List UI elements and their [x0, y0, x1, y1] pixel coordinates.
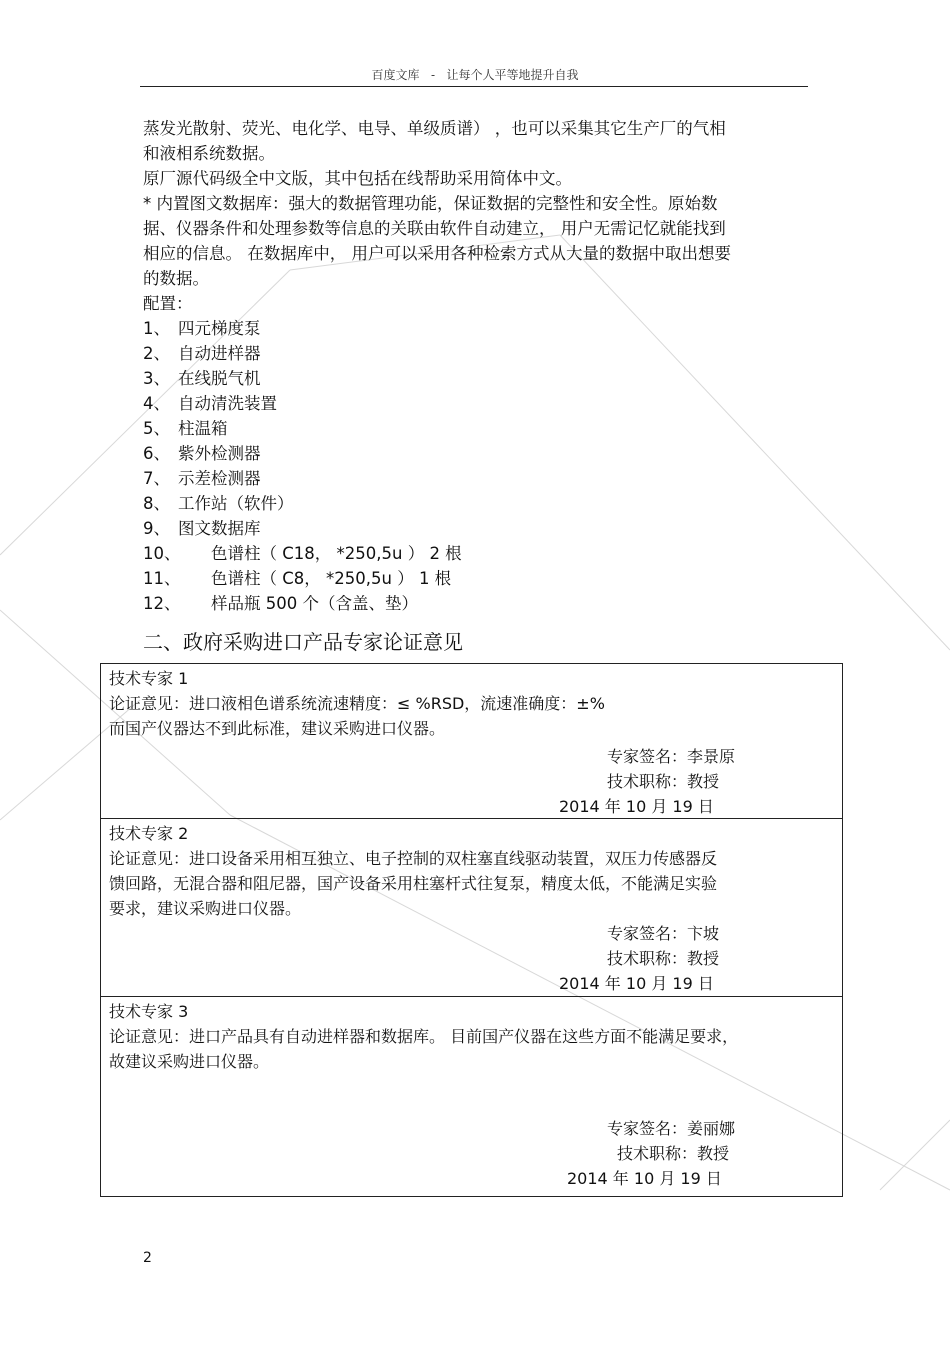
body-line: 相应的信息。 在数据库中， 用户可以采用各种检索方式从大量的数据中取出想要	[143, 244, 731, 263]
list-item	[143, 466, 823, 491]
body-line: 的数据。	[143, 269, 209, 288]
list-number: 2、	[143, 344, 170, 363]
section-title: 二、政府采购进口产品专家论证意见	[143, 630, 463, 654]
expert-job-title: 技术职称：教授	[607, 949, 720, 968]
list-number: 11、	[143, 569, 181, 588]
expert-job-title: 技术职称：教授	[617, 1144, 730, 1163]
list-text: 在线脱气机	[178, 369, 261, 388]
opinion-line: 要求，建议采购进口仪器。	[109, 899, 302, 918]
opinion-line: 故建议采购进口仪器。	[109, 1052, 270, 1071]
opinion-line: 论证意见：进口液相色谱系统流速精度：≤ %RSD，流速准确度：±%	[109, 694, 605, 713]
list-item	[143, 566, 823, 591]
list-text: 四元梯度泵	[178, 319, 261, 338]
list-item	[143, 516, 823, 541]
expert-date: 2014 年 10 月 19 日	[559, 797, 714, 816]
opinion-line: 论证意见：进口设备采用相互独立、电子控制的双柱塞直线驱动装置，双压力传感器反	[109, 849, 718, 868]
list-item	[143, 441, 823, 466]
list-item	[143, 391, 823, 416]
expert-cell	[101, 821, 842, 997]
list-item	[143, 591, 823, 616]
list-item	[143, 341, 823, 366]
expert-title: 技术专家 2	[109, 824, 189, 843]
list-text: 色谱柱（ C18， *250,5u ） 2 根	[211, 544, 462, 563]
expert-signature: 专家签名：李景原	[607, 747, 736, 766]
list-number: 3、	[143, 369, 170, 388]
page-header	[140, 66, 810, 83]
document-body	[143, 116, 823, 616]
list-number: 4、	[143, 394, 170, 413]
header-divider	[140, 86, 808, 87]
config-heading: 配置：	[143, 294, 193, 313]
opinion-line: 馈回路，无混合器和阻尼器，国产设备采用柱塞杆式往复泵，精度太低，不能满足实验	[109, 874, 718, 893]
list-item	[143, 366, 823, 391]
list-number: 6、	[143, 444, 170, 463]
list-number: 9、	[143, 519, 170, 538]
expert-title: 技术专家 1	[109, 669, 189, 688]
expert-job-title: 技术职称：教授	[607, 772, 720, 791]
list-text: 自动进样器	[178, 344, 261, 363]
list-text: 工作站（软件）	[178, 494, 294, 513]
list-text: 自动清洗装置	[178, 394, 277, 413]
list-number: 1、	[143, 319, 170, 338]
list-item	[143, 416, 823, 441]
opinion-line: 而国产仪器达不到此标准，建议采购进口仪器。	[109, 719, 446, 738]
expert-title: 技术专家 3	[109, 1002, 189, 1021]
list-item	[143, 316, 823, 341]
body-line: 蒸发光散射、荧光、电化学、电导、单级质谱） ，也可以采集其它生产厂的气相	[143, 119, 726, 138]
expert-date: 2014 年 10 月 19 日	[567, 1169, 722, 1188]
list-item	[143, 491, 823, 516]
list-item	[143, 541, 823, 566]
list-text: 柱温箱	[178, 419, 228, 438]
expert-cell	[101, 666, 842, 819]
page-number: 2	[143, 1250, 152, 1266]
expert-opinion-table	[100, 663, 843, 1197]
body-line: 原厂源代码级全中文版，其中包括在线帮助采用简体中文。	[143, 169, 572, 188]
list-text: 样品瓶 500 个（含盖、垫）	[211, 594, 418, 613]
list-text: 紫外检测器	[178, 444, 261, 463]
opinion-line: 论证意见：进口产品具有自动进样器和数据库。 目前国产仪器在这些方面不能满足要求，	[109, 1027, 739, 1046]
expert-cell	[101, 999, 842, 1196]
list-number: 10、	[143, 544, 181, 563]
body-line: * 内置图文数据库：强大的数据管理功能，保证数据的完整性和安全性。原始数	[143, 194, 718, 213]
list-number: 12、	[143, 594, 181, 613]
list-text: 图文数据库	[178, 519, 261, 538]
expert-signature: 专家签名：姜丽娜	[607, 1119, 736, 1138]
list-number: 7、	[143, 469, 170, 488]
config-list	[143, 316, 823, 616]
header-separator: -	[423, 68, 443, 82]
list-number: 5、	[143, 419, 170, 438]
expert-date: 2014 年 10 月 19 日	[559, 974, 714, 993]
list-text: 色谱柱（ C8， *250,5u ） 1 根	[211, 569, 452, 588]
header-site-name: 百度文库	[371, 68, 420, 82]
body-line: 和液相系统数据。	[143, 144, 275, 163]
list-number: 8、	[143, 494, 170, 513]
list-text: 示差检测器	[178, 469, 261, 488]
body-line: 据、仪器条件和处理参数等信息的关联由软件自动建立， 用户无需记忆就能找到	[143, 219, 726, 238]
header-slogan: 让每个人平等地提升自我	[446, 68, 579, 82]
expert-signature: 专家签名：卞坡	[607, 924, 720, 943]
